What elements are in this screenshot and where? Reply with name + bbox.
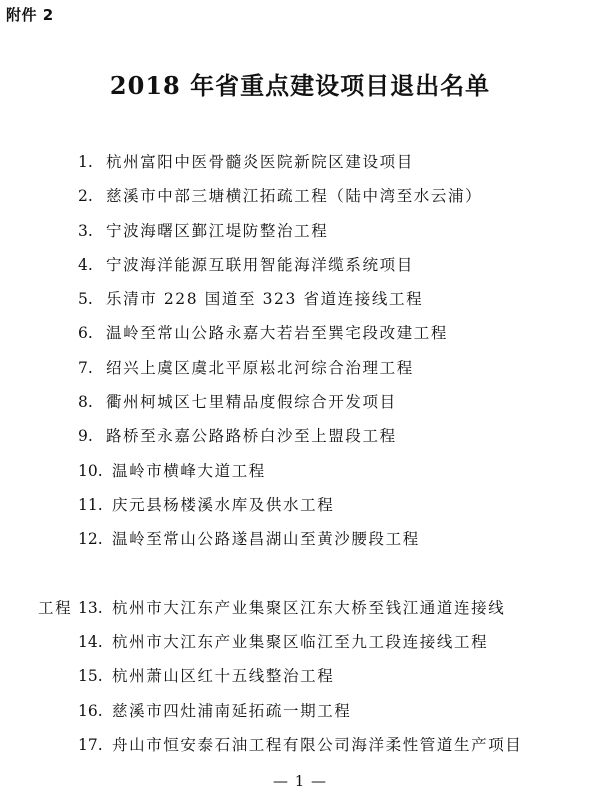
item-text: 杭州市大江东产业集聚区江东大桥至钱江通道连接线 [112, 598, 506, 617]
item-text: 庆元县杨楼溪水库及供水工程 [112, 495, 335, 514]
item-text: 温岭市横峰大道工程 [112, 461, 266, 480]
item-number: 13. [78, 598, 103, 617]
item-text: 杭州市大江东产业集聚区临江至九工段连接线工程 [112, 633, 489, 652]
item-text: 路桥至永嘉公路路桥白沙至上盟段工程 [106, 427, 397, 446]
item-number: 4. [78, 255, 93, 274]
item-text: 舟山市恒安泰石油工程有限公司海洋柔性管道生产项目 [112, 736, 523, 755]
list-item [0, 728, 600, 762]
item-text: 绍兴上虞区虞北平原崧北河综合治理工程 [106, 358, 414, 377]
page-number: — 1 — [272, 772, 328, 790]
item-number: 1. [78, 153, 93, 171]
item-number: 9. [78, 427, 93, 446]
item-text: 宁波海洋能源互联用智能海洋缆系统项目 [106, 255, 414, 274]
list-item [0, 214, 600, 248]
item-text: 乐清市 228 国道至 323 省道连接线工程 [106, 290, 424, 309]
item-text: 慈溪市四灶浦南延拓疏一期工程 [112, 701, 352, 720]
list-item [0, 488, 600, 522]
item-text: 杭州富阳中医骨髓炎医院新院区建设项目 [106, 153, 414, 171]
item-text: 杭州萧山区红十五线整治工程 [112, 667, 335, 686]
item-text: 温岭至常山公路永嘉大若岩至巽宅段改建工程 [106, 324, 449, 343]
list-item [0, 591, 600, 625]
list-item [0, 145, 600, 179]
list-item [0, 454, 600, 488]
list-item [0, 385, 600, 419]
item-text-continuation: 工程 [38, 598, 73, 617]
list-item [0, 522, 600, 556]
list-item [0, 316, 600, 350]
item-number: 10. [78, 461, 103, 480]
list-item [0, 179, 600, 213]
list-item [0, 625, 600, 659]
item-number: 6. [78, 324, 93, 343]
item-number: 8. [78, 393, 93, 412]
item-number: 14. [78, 633, 103, 652]
attachment-label: 附件 2 [6, 6, 54, 24]
item-number: 12. [78, 530, 103, 549]
item-text: 慈溪市中部三塘横江拓疏工程（陆中湾至水云浦） [106, 187, 483, 206]
item-number: 2. [78, 187, 93, 206]
list-item [0, 659, 600, 693]
item-number: 11. [78, 495, 103, 514]
list-item [0, 419, 600, 453]
item-number: 7. [78, 358, 93, 377]
item-number: 5. [78, 290, 93, 309]
item-number: 16. [78, 701, 103, 720]
list-item [0, 351, 600, 385]
item-number: 17. [78, 736, 103, 755]
item-number: 3. [78, 221, 93, 240]
item-text: 衢州柯城区七里精品度假综合开发项目 [106, 393, 397, 412]
list-item [0, 248, 600, 282]
project-list [0, 145, 600, 762]
item-number: 15. [78, 667, 103, 686]
item-text: 温岭至常山公路遂昌湖山至黄沙腰段工程 [112, 530, 420, 549]
page-title: 2018 年省重点建设项目退出名单 [109, 71, 491, 100]
list-item [0, 694, 600, 728]
list-item [0, 282, 600, 316]
item-text: 宁波海曙区鄞江堤防整治工程 [106, 221, 329, 240]
